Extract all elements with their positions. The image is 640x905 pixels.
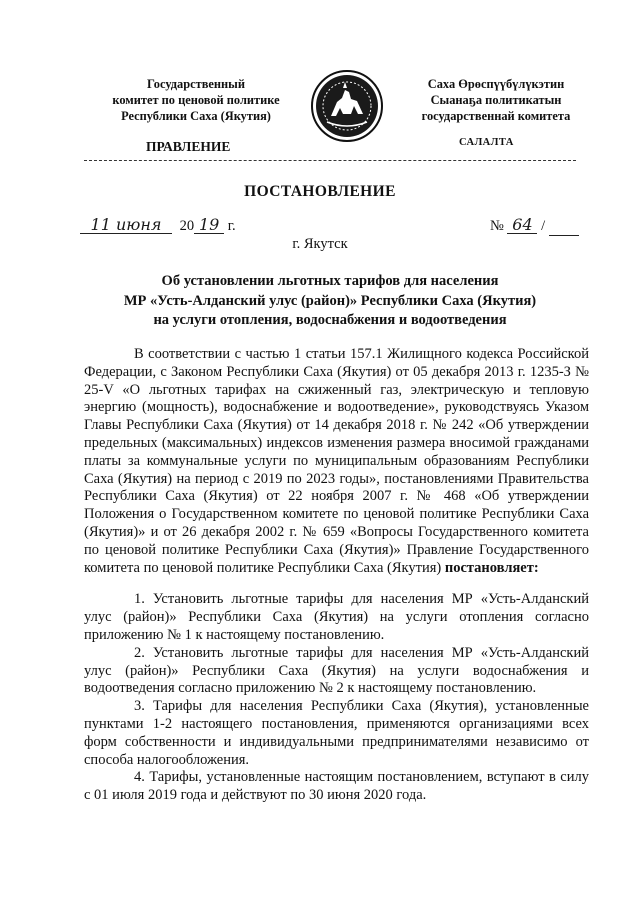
preamble-paragraph xyxy=(84,346,589,577)
document-number xyxy=(490,216,579,236)
list-item: 3. Тарифы для населения Республики Саха (Якутия), установленные пунктами 1-2 настоящего постановления, применяются организациями всех форм собственности и индивидуальными предпринимателями независимо от способа налогообложения. xyxy=(84,698,589,768)
list-item: 2. Установить льготные тарифы для населения МР «Усть-Алданский улус (район)» Республики Саха (Якутия) на услуги водоснабжения и водоотведения согласно приложению № 2 к настоящему постановлению. xyxy=(84,644,589,697)
document-date xyxy=(80,216,236,235)
document-title: ПОСТАНОВЛЕНИЕ xyxy=(244,183,396,200)
number-prefix: № xyxy=(490,218,504,234)
date-year-suffix: 19 xyxy=(194,216,224,234)
number-suffix-blank xyxy=(549,218,579,236)
header-divider xyxy=(84,160,576,161)
document-subject xyxy=(70,272,590,331)
city-label: г. Якутск xyxy=(292,236,348,252)
header-right-line: Сыанаҕа политикатын xyxy=(430,93,562,107)
subject-line: Об установлении льготных тарифов для населения xyxy=(161,273,499,289)
board-label-left: ПРАВЛЕНИЕ xyxy=(146,139,231,154)
date-year-prefix: 20 xyxy=(179,218,195,234)
subject-line: на услуги отопления, водоснабжения и водоотведения xyxy=(153,312,507,328)
list-item: 4. Тарифы, установленные настоящим постановлением, вступают в силу с 01 июля 2019 года и действуют по 30 июня 2020 года. xyxy=(84,769,589,804)
header-left-line: комитет по ценовой политике xyxy=(112,93,280,107)
header-right-line: государственнай комитета xyxy=(421,109,571,123)
number-slash: / xyxy=(541,218,546,234)
document-body xyxy=(84,346,589,805)
date-year-mark: г. xyxy=(227,218,236,234)
header-left-block xyxy=(88,76,304,124)
preamble-resolve: постановляет: xyxy=(444,559,539,576)
header-right-line: Саха Өрөспүүбүлүкэтин xyxy=(427,77,565,91)
date-day-month: 11 июня xyxy=(80,216,172,234)
list-item: 1. Установить льготные тарифы для населения МР «Усть-Алданский улус (район)» Республики Саха (Якутия) на услуги отопления согласно приложению № 1 к настоящему постановлению. xyxy=(84,591,589,643)
subject-line: МР «Усть-Алданский улус (район)» Республики Саха (Якутия) xyxy=(123,292,537,309)
board-label-right: САЛАЛТА xyxy=(459,137,514,148)
preamble-text: В соответствии с частью 1 статьи 157.1 Жилищного кодекса Российской Федерации, с Законом Республики Саха (Якутия) от 05 декабря 2013 г. 1235-З № 25-V «О льготных тарифах на сжиженный газ, электрическую и тепловую энергию (мощность), водоснабжение и водоотведение», руководствуясь Указом Главы Республики Саха (Якутия) от 14 декабря 2018 г. № 242 «Об утверждении предельных (максимальных) индексов изменения размера вносимой гражданами платы за коммунальные услуги по муниципальным образованиям Республики Саха (Якутия) на период с 2019 по 2023 годы», постановлениями Правительства Республики Саха (Якутия) от 22 ноября 2007 г. № 468 «Об утверждении Положения о Государственном комитете по ценовой политике Республики Саха (Якутия)» и от 26 декабря 2002 г. № 659 «Вопросы Государственного комитета по ценовой политике Республики Саха (Якутия)» Правление Государственного комитета по ценовой политике Республики Саха (Якутия) xyxy=(84,346,589,576)
number-value: 64 xyxy=(507,216,537,234)
header-left-line: Государственный xyxy=(147,77,245,91)
header-right-block xyxy=(394,76,598,124)
header-left-line: Республики Саха (Якутия) xyxy=(121,109,271,123)
coat-of-arms-emblem xyxy=(309,68,385,144)
